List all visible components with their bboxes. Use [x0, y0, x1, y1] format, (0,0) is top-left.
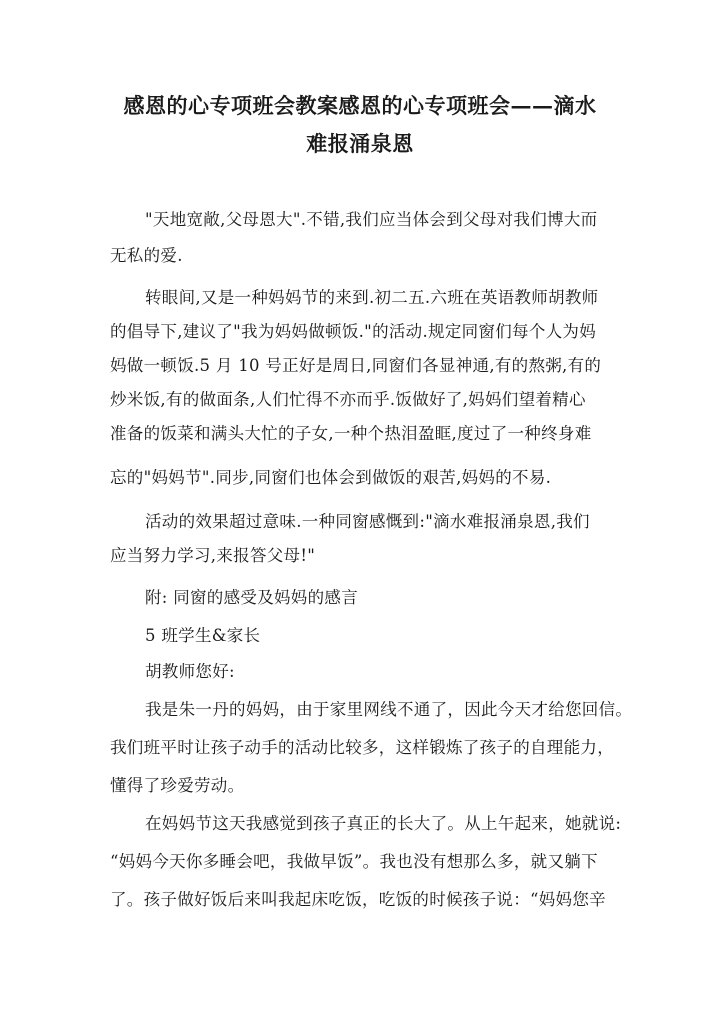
paragraph-line: 懂得了珍爱劳动。 [110, 776, 245, 795]
paragraph-line: 无私的爱. [110, 246, 183, 265]
paragraph-line: 忘的"妈妈节".同步,同窗们也体会到做饭的艰苦,妈妈的不易. [110, 468, 552, 487]
class-label: 5 班学生&家长 [145, 626, 261, 645]
paragraph-line: 应当努力学习,来报答父母!" [110, 546, 316, 565]
paragraph-line: 转眼间,又是一种妈妈节的来到.初二五.六班在英语教师胡教师 [145, 288, 599, 307]
paragraph-line: 炒米饭,有的做面条,人们忙得不亦而乎.饭做好了,妈妈们望着精心 [110, 390, 586, 409]
paragraph-line: 了。孩子做好饭后来叫我起床吃饭，吃饭的时候孩子说：“妈妈您辛 [110, 890, 606, 909]
paragraph-line: 准备的饭菜和满头大忙的子女,一种个热泪盈眶,度过了一种终身难 [110, 424, 592, 443]
paragraph-line: "天地宽敞,父母恩大".不错,我们应当体会到父母对我们博大而 [145, 210, 598, 229]
paragraph-line: 我们班平时让孩子动手的活动比较多，这样锻炼了孩子的自理能力， [110, 738, 614, 757]
paragraph-line: 妈做一顿饭.5 月 10 号正好是周日,同窗们各显神通,有的熬粥,有的 [110, 356, 602, 375]
paragraph-line: 的倡导下,建议了"我为妈妈做顿饭."的活动.规定同窗们每个人为妈 [110, 322, 597, 341]
paragraph-line: 活动的效果超过意味.一种同窗感慨到:"滴水难报涌泉恩,我们 [145, 512, 590, 531]
document-title-line-1: 感恩的心专项班会教案感恩的心专项班会——滴水 [123, 93, 597, 118]
letter-salutation: 胡教师您好: [145, 662, 235, 681]
paragraph-line: “妈妈今天你多睡会吧，我做早饭”。我也没有想那么多，就又躺下 [110, 852, 598, 871]
paragraph-line: 在妈妈节这天我感觉到孩子真正的长大了。从上午起来，她就说: [145, 814, 622, 833]
document-title-line-2: 难报涌泉恩 [306, 131, 414, 156]
appendix-heading: 附: 同窗的感受及妈妈的感言 [145, 588, 359, 607]
paragraph-line: 我是朱一丹的妈妈，由于家里网线不通了，因此今天才给您回信。 [145, 700, 633, 719]
